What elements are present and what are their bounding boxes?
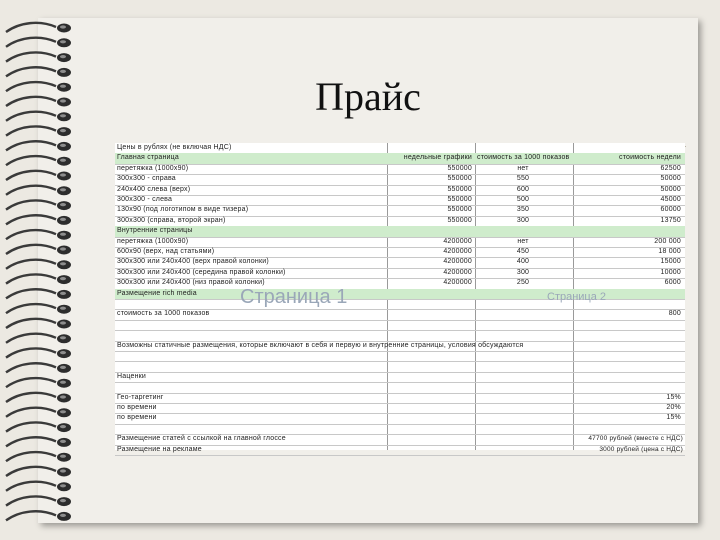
table-cell: 50000 — [660, 175, 681, 183]
table-cell: 15% — [666, 393, 681, 401]
table-cell: 18 000 — [658, 248, 681, 255]
table-cell: 550000 — [447, 175, 472, 183]
table-cell: 4200000 — [443, 258, 472, 266]
page-watermark-2: Страница 2 — [547, 291, 607, 303]
table-cell: 4200000 — [443, 279, 472, 287]
table-row — [115, 445, 685, 456]
table-cell: Возможны статичные размещения, которые включают в себя и первую и внутренние страницы, условия обсуждаются — [117, 341, 524, 349]
table-cell: по времени — [117, 404, 157, 411]
table-cell: 300х300 или 240х400 (середина правой колонки) — [117, 268, 286, 276]
table-cell: нет — [517, 164, 529, 172]
table-cell: 350 — [516, 206, 530, 214]
table-cell: 13750 — [660, 216, 681, 224]
table-cell: 550000 — [447, 216, 472, 224]
table-cell: Цены в рублях (не включая НДС) — [117, 144, 232, 151]
table-cell: 300 — [516, 268, 530, 276]
table-cell: 47700 рублей (вместе с НДС) — [588, 435, 683, 443]
table-cell: Размещение на рекламе — [117, 445, 202, 453]
table-cell: перетяжка (1000х90) — [117, 164, 189, 172]
slide-title: Прайс — [315, 74, 421, 119]
table-cell: 800 — [668, 310, 681, 318]
table-cell: 15% — [666, 414, 681, 422]
table-cell: 600х90 (верх, над статьями) — [117, 248, 215, 255]
table-cell: 130х90 (под логотипом в виде тизера) — [117, 206, 249, 214]
table-cell: 550 — [516, 175, 530, 183]
table-cell: перетяжка (1000х90) — [117, 237, 189, 245]
table-cell: 300х300 - справа — [117, 175, 176, 183]
table-cell: Гео-таргетинг — [117, 393, 164, 401]
page-watermark-1: Страница 1 — [240, 286, 348, 308]
table-cell: 250 — [516, 279, 530, 287]
table-cell: 15000 — [660, 258, 681, 266]
table-cell: по времени — [117, 414, 157, 422]
table-cell: нет — [517, 237, 529, 245]
table-cell: 62500 — [660, 164, 681, 172]
table-cell: Наценки — [117, 372, 147, 380]
table-cell: 4200000 — [443, 237, 472, 245]
table-cell: стоимость за 1000 показов — [117, 310, 210, 318]
table-cell: 3000 рублей (цена с НДС) — [599, 445, 683, 453]
price-spreadsheet — [115, 143, 685, 453]
spiral-binding-icon — [0, 18, 80, 528]
table-cell: 450 — [516, 248, 530, 255]
table-cell: 50000 — [660, 185, 681, 193]
table-cell: 240х400 слева (верх) — [117, 185, 191, 193]
table-cell: 4200000 — [443, 268, 472, 276]
table-cell: 550000 — [447, 196, 472, 203]
table-cell: 400 — [516, 258, 530, 266]
table-cell: 300х300 или 240х400 (верх правой колонки) — [117, 258, 269, 266]
table-cell: Главная страница — [117, 154, 179, 162]
table-cell: 300х300 - слева — [117, 196, 173, 203]
table-cell: 550000 — [447, 206, 472, 214]
table-cell: Размещение rich media — [117, 289, 197, 297]
table-cell: 550000 — [447, 185, 472, 193]
table-cell: 200 000 — [654, 237, 681, 245]
table-cell: недельные графики — [403, 154, 472, 162]
table-cell: 300 — [516, 216, 530, 224]
table-cell: 6000 — [664, 279, 681, 287]
table-cell: Размещение статей с ссылкой на главной глоссе — [117, 435, 286, 443]
table-cell: стоимость за 1000 показов — [477, 154, 569, 162]
table-cell: 20% — [666, 404, 681, 411]
table-cell: 10000 — [660, 268, 681, 276]
table-cell: 45000 — [660, 196, 681, 203]
table-cell: 300х300 или 240х400 (низ правой колонки) — [117, 279, 265, 287]
table-cell: 550000 — [447, 164, 472, 172]
table-cell: 600 — [516, 185, 530, 193]
table-cell: стоимость недели — [619, 154, 681, 162]
table-cell: 4200000 — [443, 248, 472, 255]
table-cell: 300х300 (справа, второй экран) — [117, 216, 226, 224]
table-cell: Внутренние страницы — [117, 227, 193, 235]
table-cell: 60000 — [660, 206, 681, 214]
table-cell: 500 — [516, 196, 530, 203]
